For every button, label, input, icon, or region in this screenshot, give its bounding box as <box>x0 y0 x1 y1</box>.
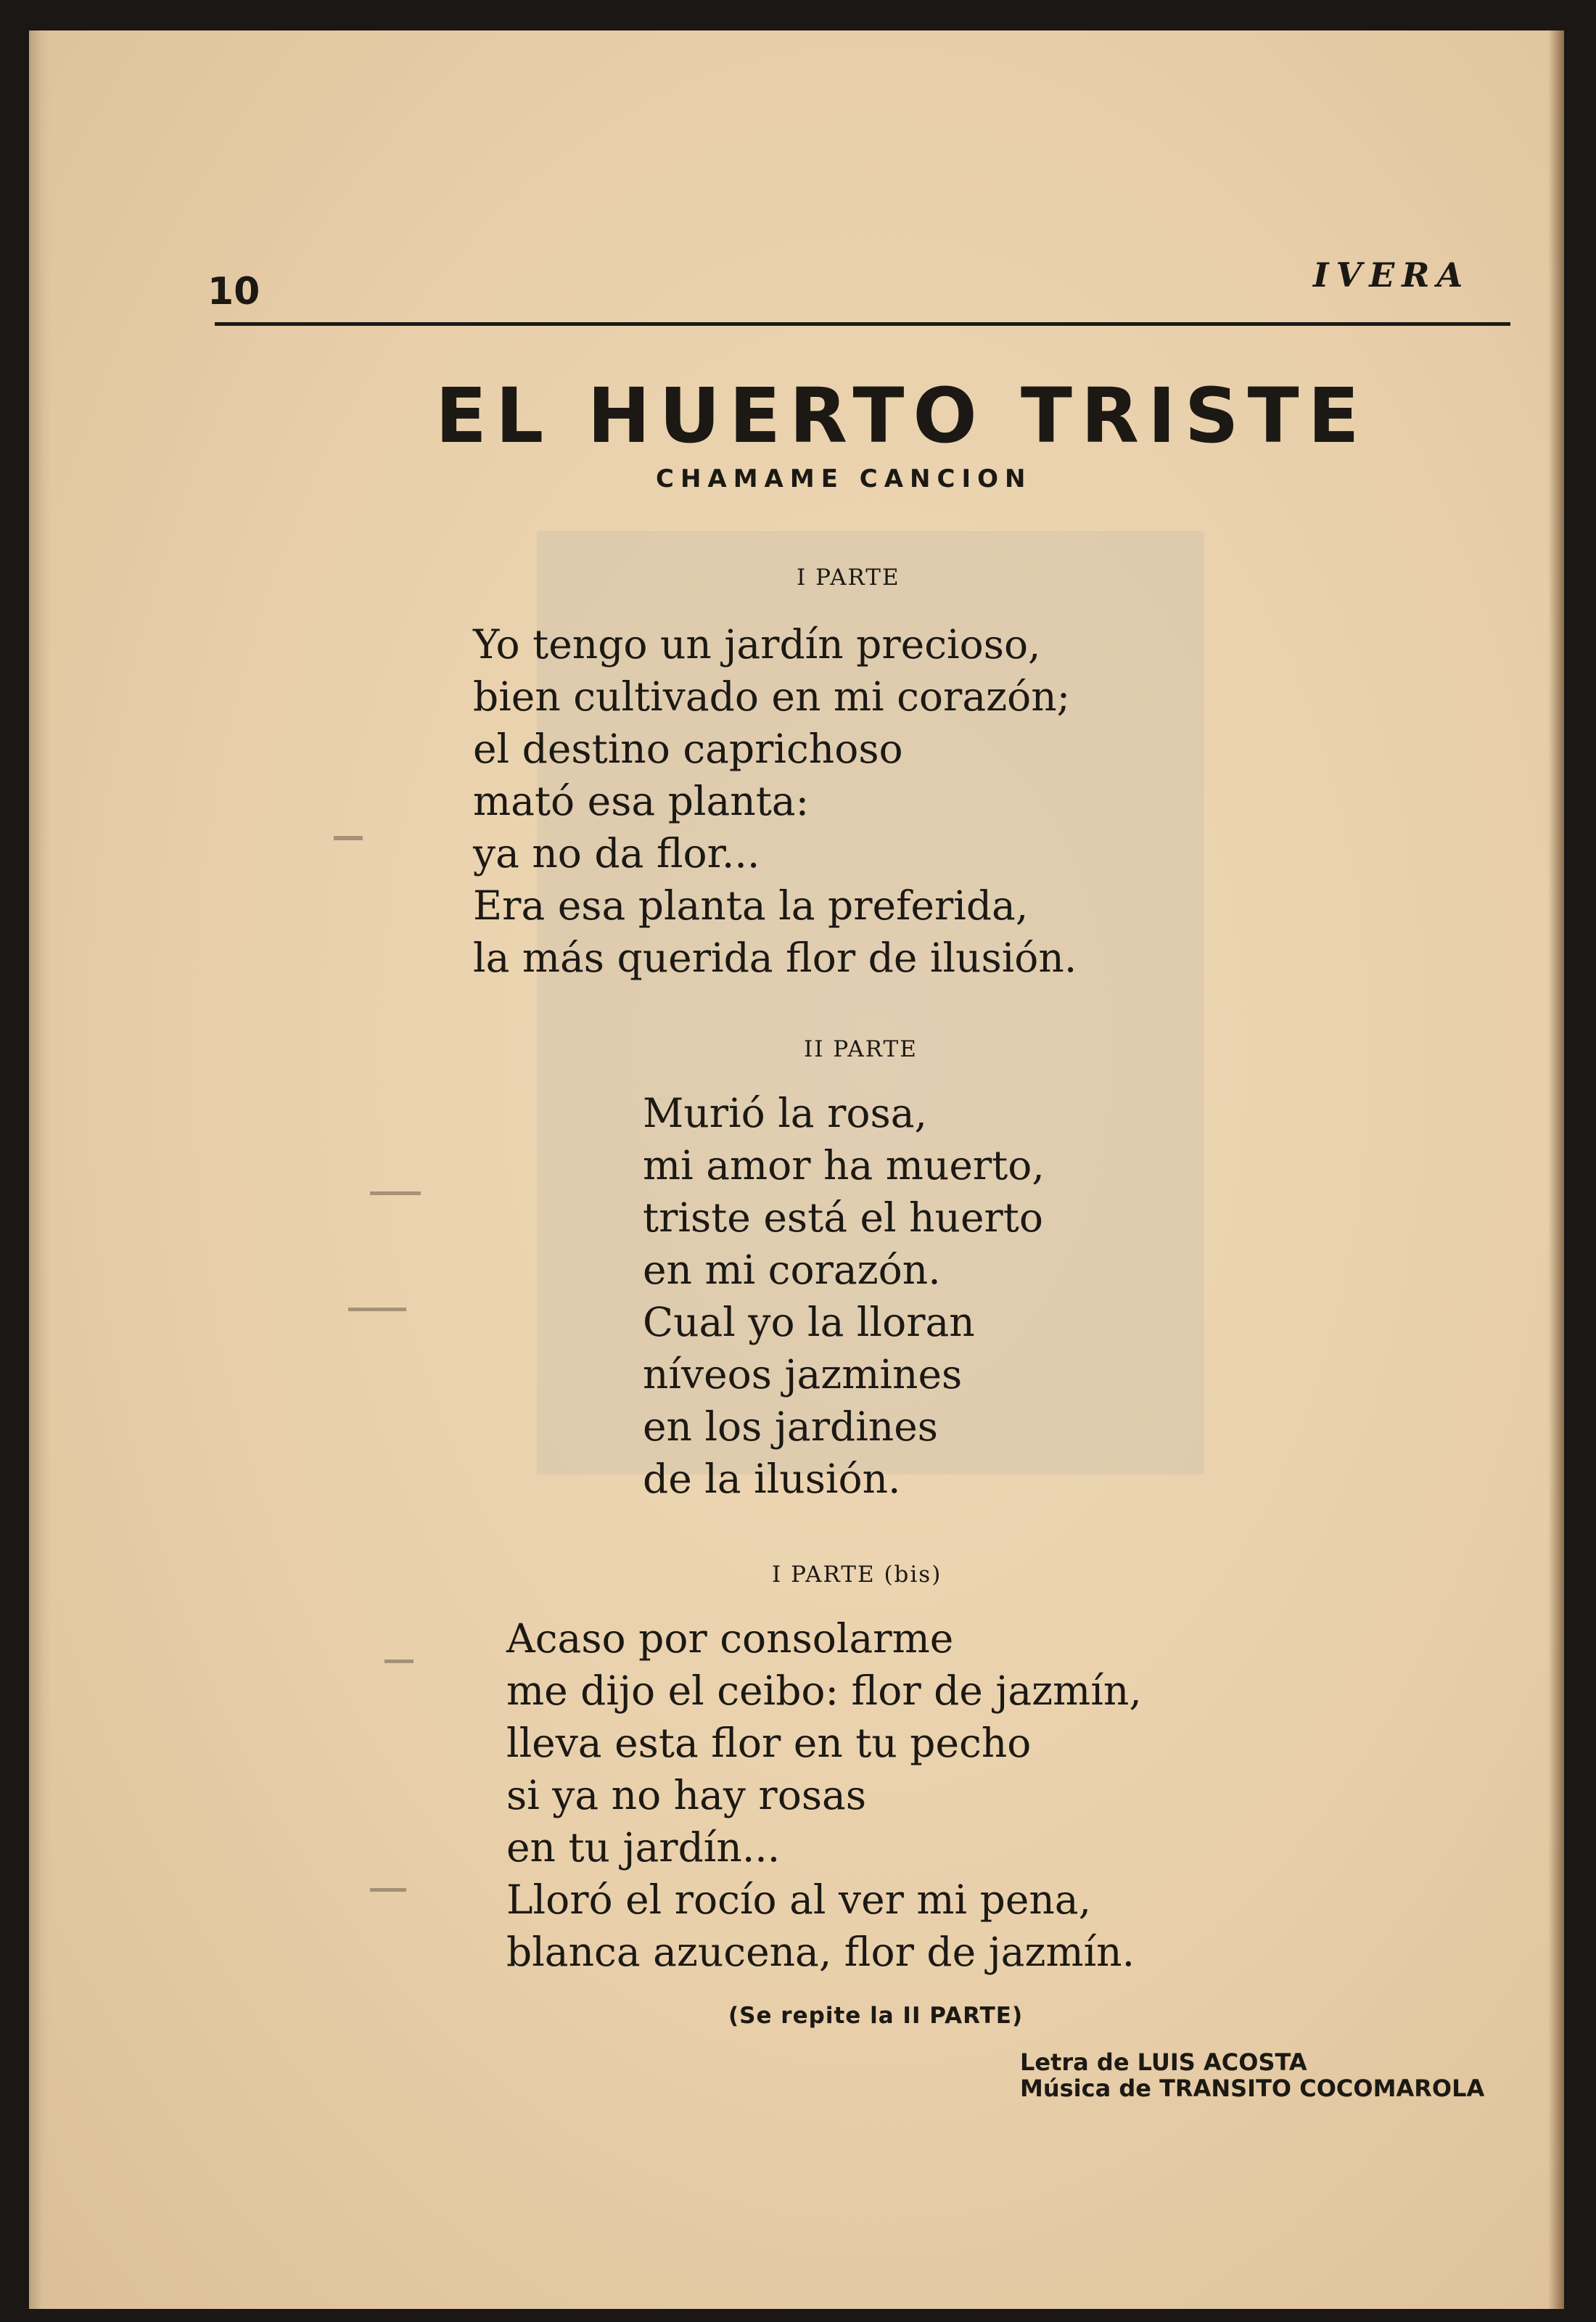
page-number: 10 <box>207 270 260 313</box>
lyrics-credit: Letra de LUIS ACOSTA <box>1020 2048 1307 2076</box>
verse-line: en tu jardín... <box>506 1824 781 1871</box>
verse-block-1 <box>473 618 1077 984</box>
song-subtitle: CHAMAME CANCION <box>656 464 1032 493</box>
section-label-3: I PARTE (bis) <box>772 1562 942 1588</box>
verse-block-3 <box>506 1612 1142 1978</box>
verse-line: Era esa planta la preferida, <box>473 882 1029 929</box>
page-right-edge <box>1548 30 1564 2309</box>
ink-speck <box>384 1660 414 1663</box>
section-label-2: II PARTE <box>804 1036 918 1062</box>
verse-line: me dijo el ceibo: flor de jazmín, <box>506 1667 1142 1714</box>
verse-line: ya no da flor... <box>473 830 760 877</box>
verse-line: mi amor ha muerto, <box>643 1142 1045 1189</box>
ink-speck <box>348 1308 406 1311</box>
running-head: IVERA <box>1313 255 1470 295</box>
ink-speck <box>370 1191 421 1195</box>
verse-line: si ya no hay rosas <box>506 1772 867 1818</box>
verse-line: Yo tengo un jardín precioso, <box>473 621 1041 668</box>
song-credits <box>1020 2049 1484 2101</box>
verse-line: lleva esta flor en tu pecho <box>506 1720 1032 1766</box>
song-title: EL HUERTO TRISTE <box>435 372 1368 460</box>
ink-speck <box>334 836 363 840</box>
section-label-1: I PARTE <box>797 565 900 591</box>
verse-line: blanca azucena, flor de jazmín. <box>506 1929 1135 1975</box>
header-rule <box>215 322 1510 326</box>
verse-line: el destino caprichoso <box>473 726 903 772</box>
ink-speck <box>370 1888 406 1892</box>
book-page <box>29 30 1564 2309</box>
verse-line: en mi corazón. <box>643 1247 941 1293</box>
verse-line: Acaso por consolarme <box>506 1615 954 1662</box>
verse-line: la más querida flor de ilusión. <box>473 935 1077 981</box>
verse-line: níveos jazmines <box>643 1351 963 1398</box>
verse-line: mató esa planta: <box>473 778 810 824</box>
verse-line: en los jardines <box>643 1403 938 1450</box>
music-credit: Música de TRANSITO COCOMAROLA <box>1020 2075 1485 2102</box>
repeat-note: (Se repite la II PARTE) <box>728 2003 1024 2029</box>
page-binding-edge <box>29 30 51 2309</box>
verse-line: bien cultivado en mi corazón; <box>473 673 1071 720</box>
verse-block-2 <box>643 1087 1045 1505</box>
verse-line: Cual yo la lloran <box>643 1299 975 1345</box>
verse-line: triste está el huerto <box>643 1194 1044 1241</box>
verse-line: Murió la rosa, <box>643 1090 927 1136</box>
verse-line: Lloró el rocío al ver mi pena, <box>506 1876 1092 1923</box>
verse-line: de la ilusión. <box>643 1456 901 1502</box>
